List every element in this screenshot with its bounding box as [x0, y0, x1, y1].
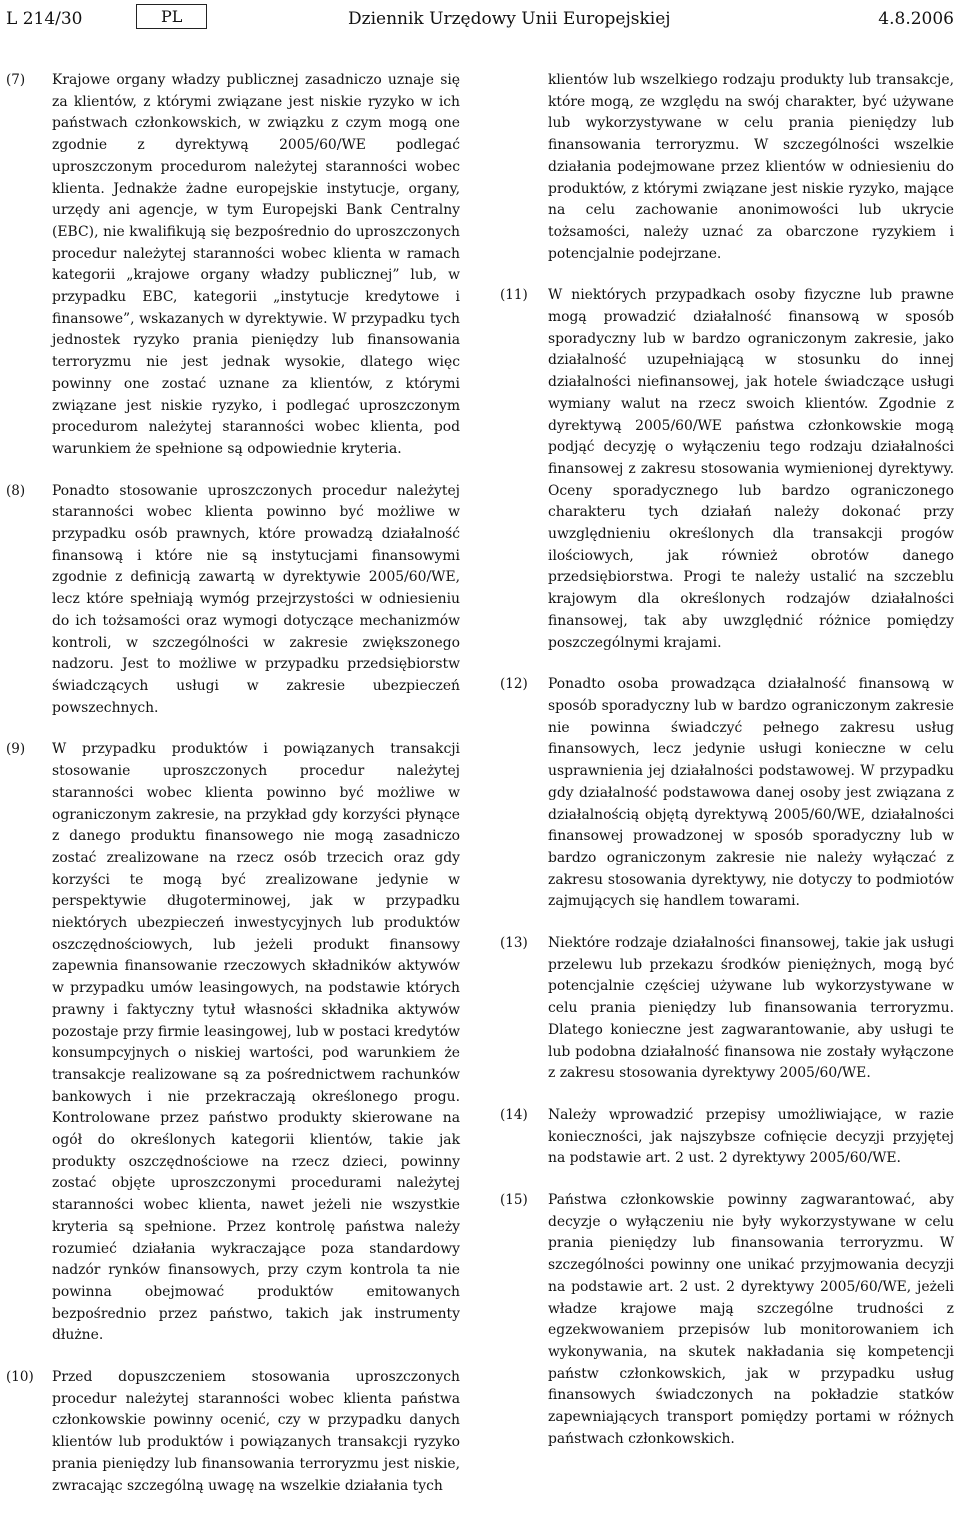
- recital-10: [6, 1367, 460, 1497]
- recital-number: (12): [500, 676, 528, 693]
- recital-15: [500, 1190, 954, 1450]
- publication-date: 4.8.2006: [878, 9, 954, 29]
- recital-text: W niektórych przypadkach osoby fizyczne lub prawne mogą prowadzić działalność finansową w sposób sporadyczny lub w bardzo ograniczonym zakresie, jako działalność uzupełniającą w stosunku do innej działalności niefinansowej, jak hotele świadczące usługi wymiany walut na rzecz swoich klientów. Zgodnie z dyrektywą 2005/60/WE państwa członkowskie mogą podjąć decyzję o wyłączeniu tego rodzaju działalności finansowej z zakresu stosowania wymienionej dyrektywy. Oceny sporadycznego lub bardzo ograniczonego charakteru tych działań należy dokonać przy uwzględnieniu określonych dla transakcji progów ilościowych, jak również obrotów danego przedsiębiorstwa. Progi te należy ustalić na szczeblu krajowym dla określonych rodzajów działalności finansowej, tak aby uwzględnić różnice pomiędzy poszczególnymi krajami.: [548, 287, 954, 651]
- recital-text: Niektóre rodzaje działalności finansowej, takie jak usługi przelewu lub przekazu środków pieniężnych, mogą być potencjalnie częściej używane lub wykorzystywane w celu prania pieniędzy lub finansowania terroryzmu. Dlatego konieczne jest zagwarantowanie, aby usługi te lub podobna działalność finansowa nie zostały wyłączone z zakresu stosowania dyrektywy 2005/60/WE.: [548, 935, 954, 1082]
- recital-11: [500, 285, 954, 654]
- recital-text: Państwa członkowskie powinny zagwarantować, aby decyzje o wyłączeniu nie były wykorzystywane w celu prania pieniędzy lub finansowania terroryzmu. W szczególności powinny one unikać przyjmowania decyzji na podstawie art. 2 ust. 2 dyrektywy 2005/60/WE, jeżeli władze krajowe mają szczególne trudności z egzekwowaniem przepisów lub monitorowaniem ich wykonywania, na skutek nakładania się kompetencji państw członkowskich, jak w przypadku usług finansowych świadczonych na pokładzie statków zapewniających transport pomiędzy portami w różnych państwach członkowskich.: [548, 1192, 954, 1447]
- recital-text: Przed dopuszczeniem stosowania uproszczonych procedur należytej staranności wobec klienta państwa członkowskie powinny ocenić, czy w przypadku danych klientów lub produktów i powiązanych transakcji ryzyko prania pieniędzy lub finansowania terroryzmu jest niskie, zwracając szczególną uwagę na wszelkie działania tych: [52, 1369, 460, 1494]
- recital-number: (9): [6, 741, 26, 758]
- page-header: [6, 2, 954, 36]
- recital-number: (8): [6, 482, 26, 499]
- journal-title: Dziennik Urzędowy Unii Europejskiej: [348, 9, 671, 29]
- recital-10-continued: [500, 70, 954, 265]
- recital-number: (10): [6, 1369, 34, 1386]
- recital-14: [500, 1105, 954, 1170]
- recital-text: klientów lub wszelkiego rodzaju produkty lub transakcje, które mogą, ze względu na swój charakter, być używane lub wykorzystywane w celu prania pieniędzy lub finansowania terroryzmu. W szczególności wszelkie działania podejmowane przez klientów w odniesieniu do produktów, z którymi związane jest niskie ryzyko, mające na celu zachowanie anonimowości lub ukrycie tożsamości, należy uznać za obarczone ryzykiem i potencjalnie podejrzane.: [548, 72, 954, 262]
- recital-number: (13): [500, 935, 528, 952]
- recital-12: [500, 674, 954, 913]
- recital-text: Ponadto stosowanie uproszczonych procedur należytej staranności wobec klienta powinno być możliwe w przypadku osób prawnych, które prowadzą działalność finansową i które nie są instytucjami finansowymi zgodnie z definicją zawartą w dyrektywie 2005/60/WE, lecz które spełniają wymóg przejrzystości w odniesieniu do ich tożsamości oraz wymogi dotyczące mechanizmów kontroli, w szczególności w zakresie zwiększonego nadzoru. Jest to możliwe w przypadku przedsiębiorstw świadczących usługi w zakresie ubezpieczeń powszechnych.: [52, 482, 460, 716]
- recital-7: [6, 70, 460, 461]
- recital-text: W przypadku produktów i powiązanych transakcji stosowanie uproszczonych procedur należytej staranności wobec klienta powinno być możliwe w ograniczonym zakresie, na przykład gdy korzyści płynące z danego produktu finansowego nie mogą zasadniczo zostać zrealizowane na rzecz osób trzecich oraz gdy korzyści te mogą być zrealizowane jedynie w perspektywie długoterminowej, jak w przypadku niektórych ubezpieczeń inwestycyjnych lub produktów oszczędnościowych, lub jeżeli produkt finansowy zapewnia finansowanie rzeczowych składników aktywów w przypadku umów leasingowych, na podstawie których prawny i faktyczny tytuł własności składnika aktywów pozostaje przy firmie leasingowej, lub w postaci kredytów konsumpcyjnych o niskiej wartości, pod warunkiem że transakcje realizowane są za pośrednictwem rachunków bankowych i nie przekraczają określonego progu. Kontrolowane przez państwo produkty skierowane na ogół do określonych kategorii klientów, takie jak produkty oszczędnościowe na rzecz dzieci, powinny zostać objęte uproszczonymi procedurami należytej staranności wobec klienta, nawet jeżeli nie wszystkie kryteria są spełnione. Przez kontrolę państwa należy rozumieć działania wykraczające poza standardowy nadzór rynków finansowych, przy czym kontrola ta nie powinna obejmować produktów emitowanych bezpośrednio przez państwo, takich jak instrumenty dłużne.: [52, 741, 460, 1344]
- language-badge: PL: [136, 4, 207, 29]
- left-column: [6, 70, 460, 1517]
- recital-13: [500, 933, 954, 1085]
- recital-text: Krajowe organy władzy publicznej zasadniczo uznaje się za klientów, z którymi związane jest niskie ryzyko w ich państwach członkowskich, w związku z czym mogą one zgodnie z dyrektywą 2005/60/WE podlegać uproszczonym procedurom należytej staranności wobec klienta. Jednakże żadne europejskie instytucje, organy, urzędy ani agencje, w tym Europejski Bank Centralny (EBC), nie kwalifikują się bezpośrednio do uproszczonych procedur należytej staranności wobec klienta w ramach kategorii „krajowe organy władzy publicznej” lub, w przypadku EBC, kategorii „instytucje kredytowe i finansowe”, wskazanych w dyrektywie. W przypadku tych jednostek ryzyko prania pieniędzy lub finansowania terroryzmu nie jest jednak wysokie, dlatego więc powinny one zostać uznane za klientów, z którymi związane jest niskie ryzyko, i podlegać uproszczonym procedurom należytej staranności wobec klienta, pod warunkiem że spełnione są odpowiednie kryteria.: [52, 72, 460, 457]
- recital-9: [6, 739, 460, 1347]
- recital-number: [500, 70, 548, 265]
- recital-number: (15): [500, 1192, 528, 1209]
- recital-8: [6, 481, 460, 720]
- right-column: [500, 70, 954, 1470]
- recital-text: Należy wprowadzić przepisy umożliwiające, w razie konieczności, jak najszybsze cofnięcie decyzji przyjętej na podstawie art. 2 ust. 2 dyrektywy 2005/60/WE.: [548, 1106, 954, 1167]
- page-reference: L 214/30: [6, 9, 83, 29]
- recital-text: Ponadto osoba prowadząca działalność finansową w sposób sporadyczny lub w bardzo ograniczonym zakresie nie powinna świadczyć pełnego zakresu usług finansowych, lecz jedynie usługi konieczne w celu usprawnienia jej działalności podstawowej. W przypadku gdy działalność podstawowa danej osoby jest związana z działalnością objętą dyrektywą 2005/60/WE, działalności finansowej prowadzonej w sposób sporadyczny lub w bardzo ograniczonym zakresie nie należy wyłączać z zakresu stosowania dyrektywy, nie dotyczy to podmiotów zajmujących się handlem towarami.: [548, 676, 954, 910]
- recital-number: (11): [500, 287, 528, 304]
- recital-number: (14): [500, 1106, 528, 1123]
- recital-number: (7): [6, 72, 26, 88]
